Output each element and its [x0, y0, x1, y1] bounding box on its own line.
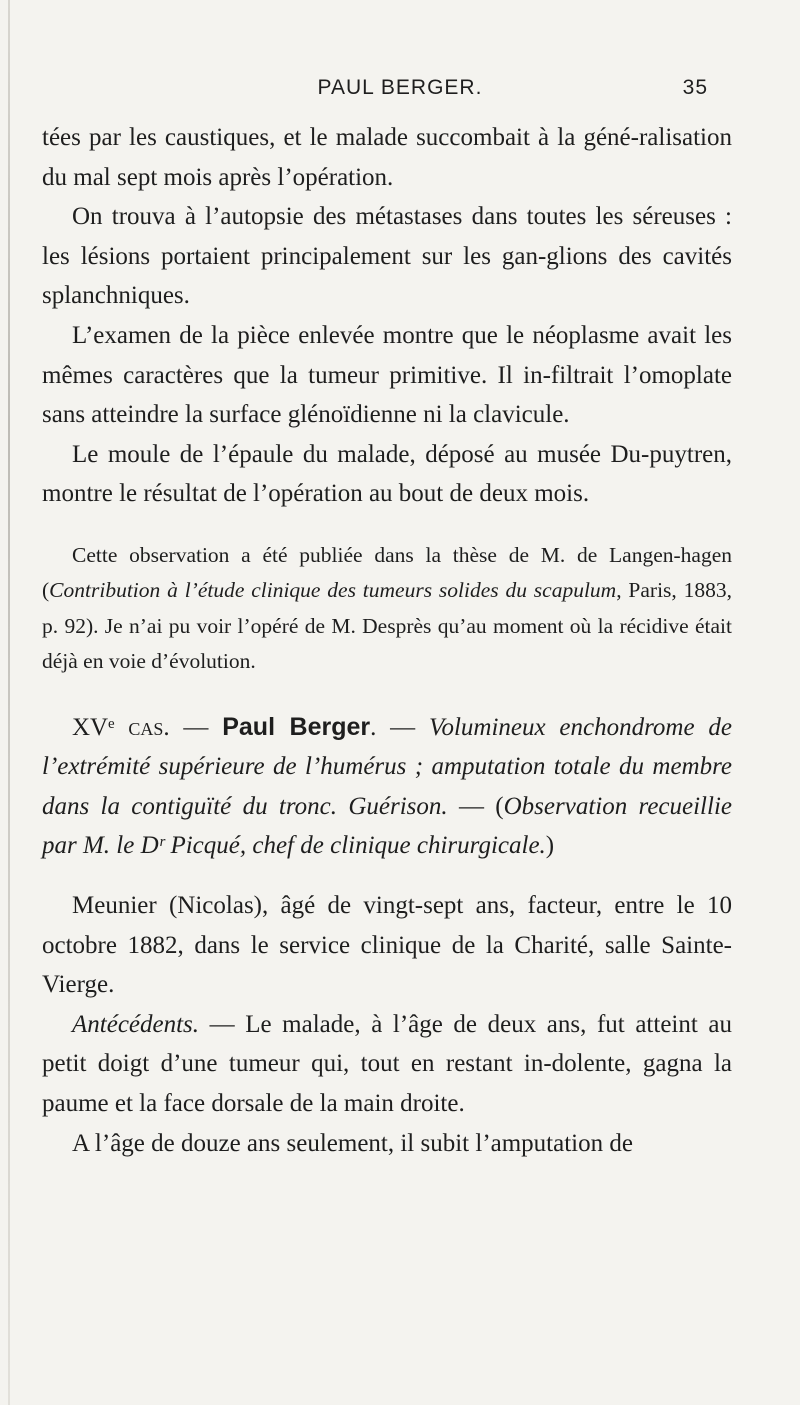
- paragraph-examination: L’examen de la pièce enlevée montre que le néoplasme avait les mêmes caractères que la tumeur primitive. Il in-filtrait l’omoplate sans atteindre la surface glénoïdienne ni la clavicule.: [42, 321, 732, 429]
- paragraph-autopsy: On trouva à l’autopsie des métastases dans toutes les séreuses : les lésions portaient principalement sur les gan-glions des cavités splanchniques.: [42, 203, 732, 310]
- page-number: 35: [682, 76, 708, 99]
- case-heading: [42, 708, 732, 866]
- case-separator: —: [169, 713, 223, 741]
- case-source: Observation recueillie par M. le Dʳ Picqué, chef de clinique chirurgicale.: [42, 792, 732, 860]
- page-header: [0, 76, 800, 106]
- case-number: XVᵉ cas.: [72, 713, 170, 741]
- case-separator-3: — (: [447, 792, 504, 820]
- page-edge-shadow: [8, 0, 10, 1405]
- body-text: [42, 118, 732, 1163]
- note-cited-title: Contribution à l’étude clinique des tumeurs solides du scapulum: [49, 578, 617, 603]
- case-separator-2: . —: [370, 713, 429, 741]
- case-author: Paul Berger: [222, 712, 371, 741]
- paragraph-mould: Le moule de l’épaule du malade, déposé au musée Du-puytren, montre le résultat de l’opération au bout de deux mois.: [42, 440, 732, 508]
- paragraph-patient: Meunier (Nicolas), âgé de vingt-sept ans, facteur, entre le 10 octobre 1882, dans le service clinique de la Charité, salle Sainte-Vierge.: [42, 891, 732, 999]
- antecedents-text: — Le malade, à l’âge de deux ans, fut atteint au petit doigt d’une tumeur qui, tout en restant in-dolente, gagna la paume et la face dorsale de la main droite.: [42, 1010, 732, 1117]
- case-title: Volumineux enchondrome de l’extrémité supérieure de l’humérus ; amputation totale du membre dans la contiguïté du tronc. Guérison.: [42, 713, 732, 820]
- paragraph-amputation: A l’âge de douze ans seulement, il subit l’amputation de: [72, 1129, 633, 1157]
- paragraph-antecedents: [42, 1005, 732, 1124]
- case-close-paren: ): [545, 832, 555, 860]
- note-text-before: Cette observation a été publiée dans la thèse de M. de Langen-hagen (: [42, 542, 732, 603]
- antecedents-label: Antécédents.: [72, 1010, 200, 1038]
- running-title: PAUL BERGER.: [317, 76, 483, 99]
- note-text-after: , Paris, 1883, p. 92). Je n’ai pu voir l’opéré de M. Desprès qu’au moment où la récidive était déjà en voie d’évolution.: [42, 578, 732, 674]
- paragraph-continuation: tées par les caustiques, et le malade succombait à la géné-ralisation du mal sept mois après l’opération.: [42, 124, 732, 191]
- observation-note: [42, 538, 732, 680]
